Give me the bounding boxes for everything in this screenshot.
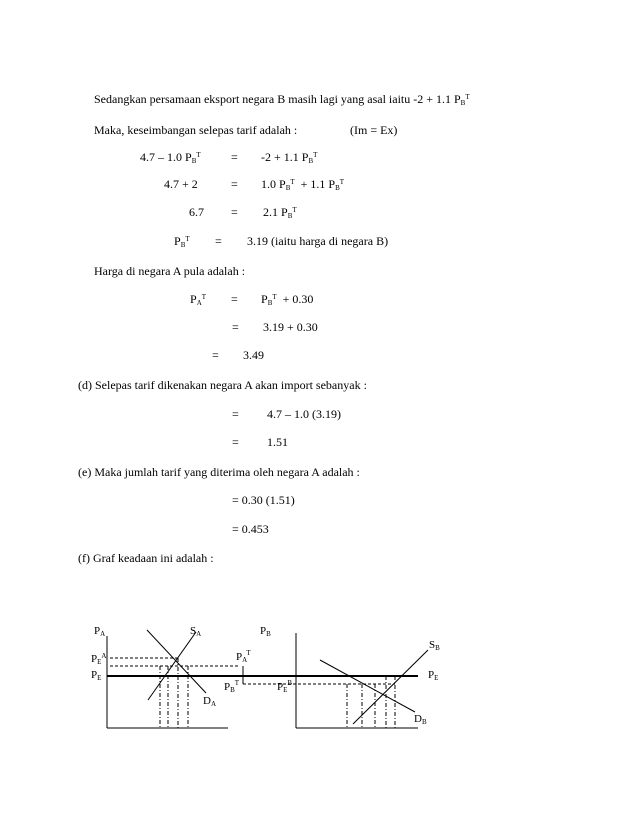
line-db: [320, 660, 415, 712]
text-line-export-equation: Sedangkan persamaan eksport negara B masih lagi yang asal iaitu -2 + 1.1 $P_B^T$: [94, 92, 470, 107]
section-d: (d) Selepas tarif dikenakan negara A akan import sebanyak :: [78, 378, 367, 392]
label-pbt: $PB^T$: [224, 679, 240, 694]
d2-right: 1.51: [267, 435, 288, 449]
line-da: [147, 630, 206, 693]
eq5-right: $P_B^T + 0.30$: [261, 292, 314, 307]
label-pa: PA: [94, 625, 106, 638]
d1-equals: =: [232, 407, 239, 421]
eq7-right: 3.49: [243, 348, 264, 362]
label-da: DA: [203, 695, 217, 708]
label-pe-right: PE: [428, 669, 439, 682]
eq5-left: $P_A^T$: [190, 292, 207, 307]
e1: = 0.30 (1.51): [232, 493, 295, 507]
e2: = 0.453: [232, 522, 269, 536]
eq3-equals: =: [231, 205, 238, 219]
label-sb: SB: [429, 639, 440, 652]
eq6-right: 3.19 + 0.30: [263, 320, 318, 334]
eq7-equals: =: [212, 348, 219, 362]
label-sa: SA: [190, 625, 202, 638]
d1-right: 4.7 – 1.0 (3.19): [267, 407, 341, 421]
eq1-right: -2 + 1.1 $P_B^T$: [261, 150, 318, 165]
label-pea: $PE^A$: [91, 652, 107, 666]
eq2-right: 1.0 $P_B^T + 1.1$ $P_B^T$: [261, 177, 345, 192]
eq4-left: $P_B^T$: [174, 234, 190, 249]
text-line-equilibrium: Maka, keseimbangan selepas tarif adalah :: [94, 123, 298, 137]
d2-equals: =: [232, 435, 239, 449]
eq4-equals: =: [215, 234, 222, 248]
label-db: DB: [414, 713, 427, 726]
label-pat: $PA^T$: [236, 649, 251, 664]
eq2-left: 4.7 + 2: [164, 177, 198, 191]
eq1-left: 4.7 – 1.0 $P_B^T$: [140, 150, 201, 165]
eq1-equals: =: [231, 150, 238, 164]
label-peb: $PE^B$: [277, 679, 293, 694]
eq4-right: 3.19 (iaitu harga di negara B): [247, 234, 389, 248]
eq6-equals: =: [232, 320, 239, 334]
label-pb: PB: [260, 625, 271, 638]
eq3-right: 2.1 $P_B^T$: [263, 205, 297, 220]
eq2-equals: =: [231, 177, 238, 191]
section-f: (f) Graf keadaan ini adalah :: [78, 551, 214, 565]
eq3-left: 6.7: [189, 205, 204, 219]
section-e: (e) Maka jumlah tarif yang diterima oleh negara A adalah :: [78, 465, 360, 479]
label-pe-left: PE: [91, 669, 102, 682]
text-line-price-a: Harga di negara A pula adalah :: [94, 264, 246, 278]
eq5-equals: =: [231, 292, 238, 306]
text-im-ex: (Im = Ex): [350, 123, 398, 137]
